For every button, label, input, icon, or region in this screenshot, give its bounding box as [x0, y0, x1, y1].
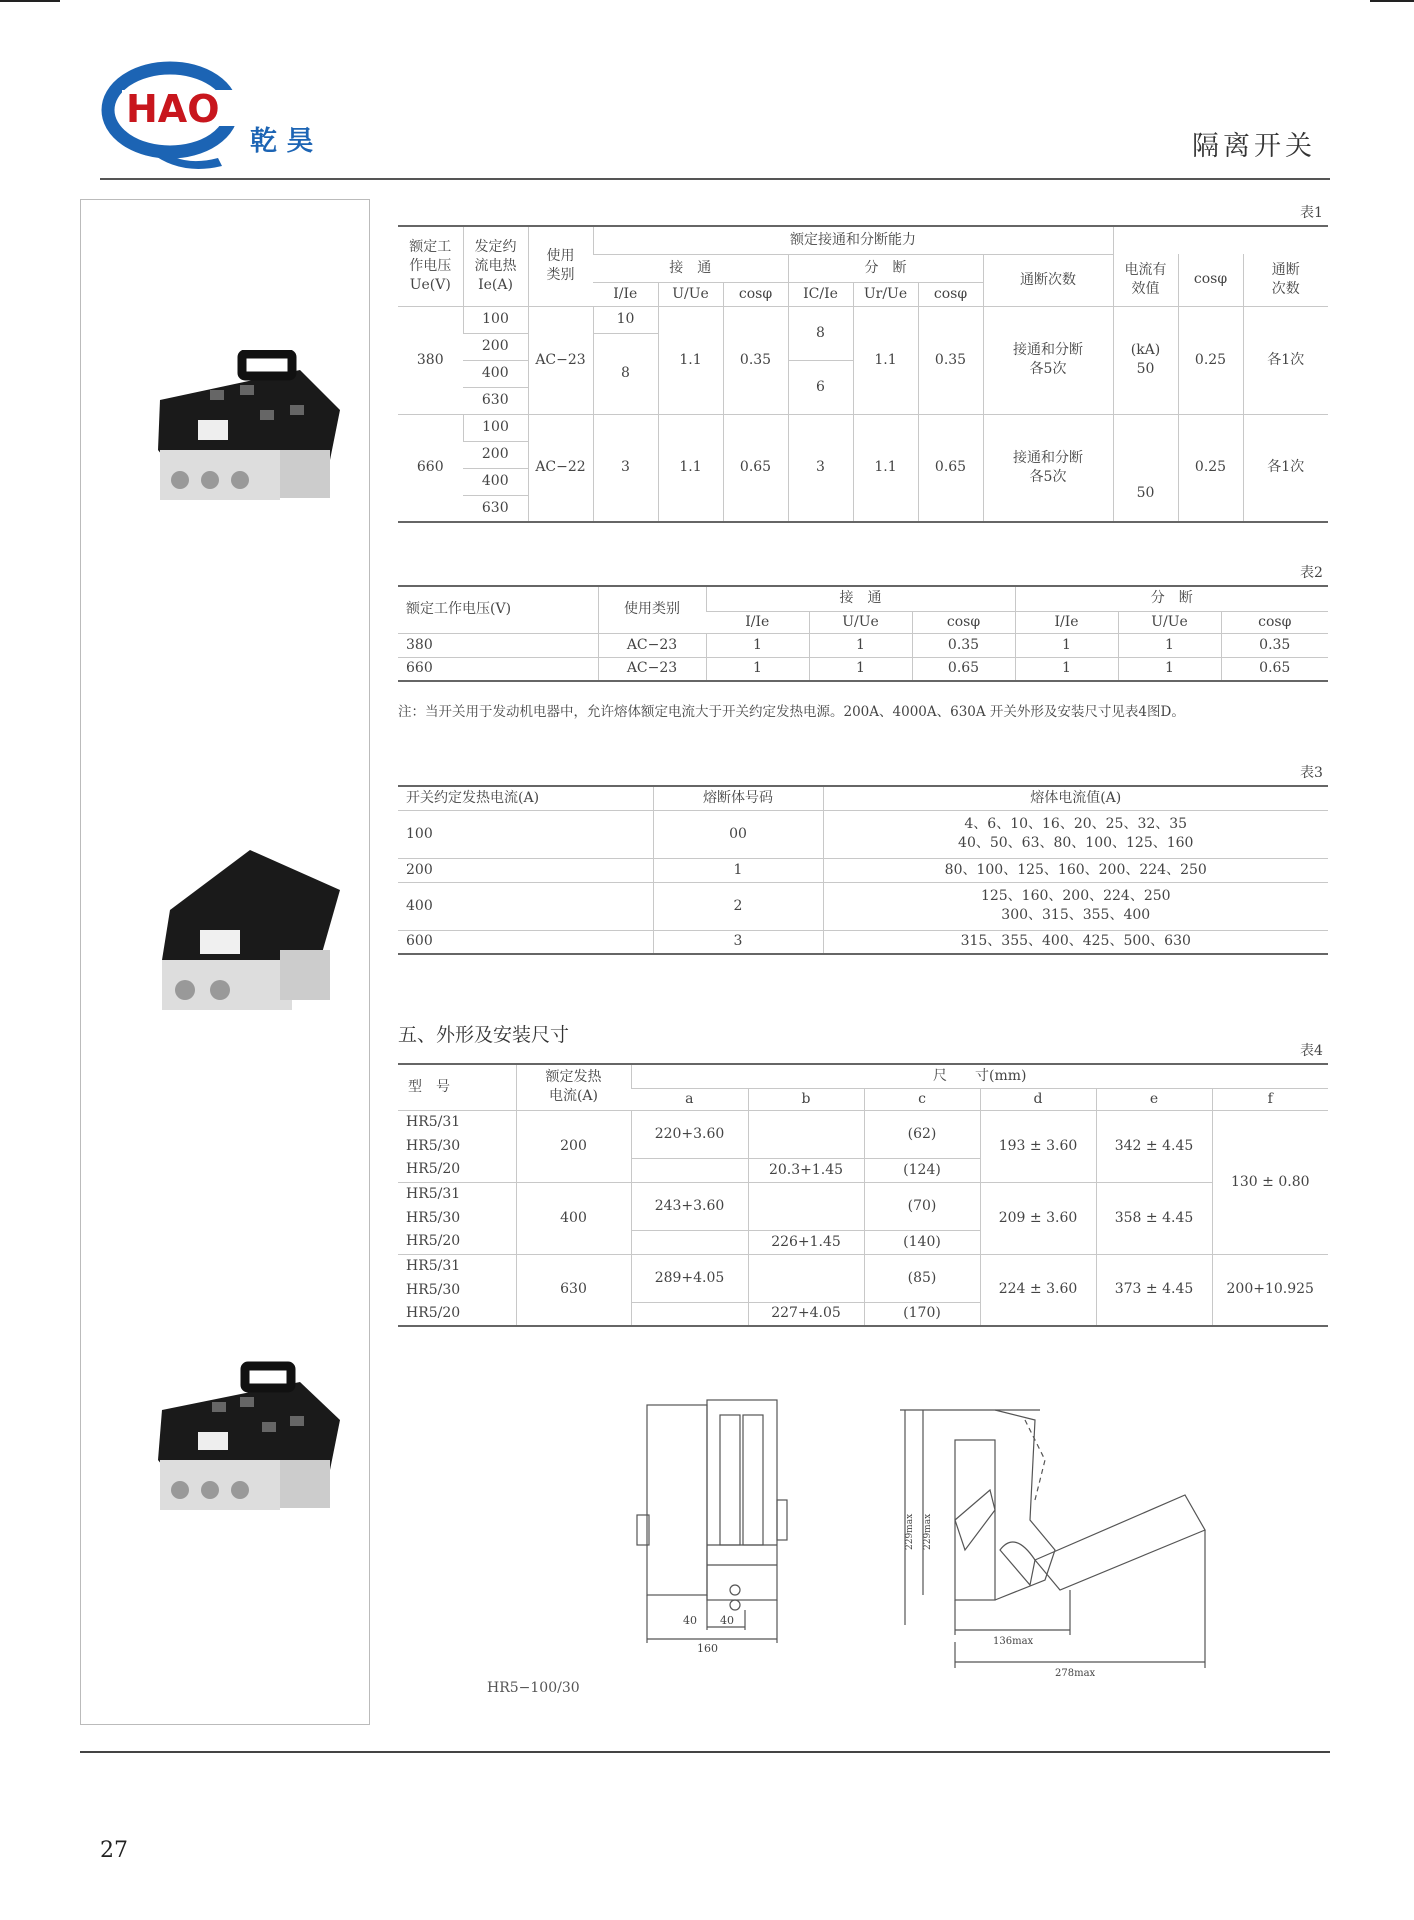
footer-divider	[80, 1751, 1330, 1753]
t3-values: 315、355、400、425、500、630	[823, 930, 1328, 954]
t4-model: HR5/30	[406, 1137, 461, 1154]
t4-f-top: 130 ± 0.80	[1212, 1110, 1328, 1254]
t2-head-cat: 使用类别	[598, 586, 706, 633]
t1-g1-current: 630	[463, 387, 528, 414]
t4-d: 193 ± 3.60	[980, 1110, 1096, 1182]
t4-head-col: e	[1096, 1088, 1212, 1110]
t1-head-i-ie: I/Ie	[613, 285, 638, 302]
t1-g1-cycles: 接通和分断 各5次	[983, 306, 1113, 414]
t4-d: 209 ± 3.60	[980, 1182, 1096, 1254]
t1-g1-eff: (kA) 50	[1113, 306, 1178, 414]
t4-e: 358 ± 4.45	[1096, 1182, 1212, 1254]
t2-head-col: cosφ	[912, 611, 1015, 633]
dim-40-right: 40	[720, 1614, 734, 1627]
t1-g2-current: 400	[463, 468, 528, 495]
t2-cell: 1	[706, 633, 809, 657]
section-heading: 五、外形及安装尺寸	[398, 1024, 570, 1046]
t4-c: (70)	[864, 1182, 980, 1230]
t1-g2-eff: 50	[1113, 414, 1178, 522]
t4-head-col: b	[748, 1088, 864, 1110]
t4-head-col: d	[980, 1088, 1096, 1110]
t1-g1-u: 1.1	[658, 306, 723, 414]
drawing-caption: HR5−100/30	[487, 1680, 580, 1696]
t1-head-group: 额定接通和分断能力	[593, 226, 1113, 254]
t1-head-cos2: cosφ	[1178, 254, 1243, 306]
t4-f-bottom: 200+10.925	[1212, 1254, 1328, 1326]
t2-head-col: U/Ue	[1118, 611, 1221, 633]
t1-g2-current: 200	[463, 441, 528, 468]
t4-model: HR5/30	[406, 1281, 461, 1298]
t1-g1-cat: AC−23	[528, 306, 593, 414]
logo-chinese: 乾 昊	[250, 126, 314, 157]
t4-c: (62)	[864, 1110, 980, 1158]
t4-head-col: c	[864, 1088, 980, 1110]
dim-40-left: 40	[683, 1614, 697, 1627]
t4-head-rated: 额定发热 电流(A)	[516, 1064, 631, 1110]
t2-head-col: cosφ	[1221, 611, 1328, 633]
t4-model: HR5/20	[406, 1161, 461, 1178]
t1-g2-ic: 3	[788, 414, 853, 522]
t1-g2-cycles: 接通和分断 各5次	[983, 414, 1113, 522]
t4-b: 20.3+1.45	[748, 1158, 864, 1182]
side-view-drawing	[895, 1400, 1215, 1680]
t3-current: 200	[398, 858, 653, 882]
product-photo-3	[150, 1360, 350, 1530]
t4-c: (124)	[864, 1158, 980, 1182]
dim-229-a: 229max	[905, 1513, 915, 1550]
table1-label: 表1	[1300, 205, 1323, 221]
t1-g2-u: 1.1	[658, 414, 723, 522]
table-note: 注：当开关用于发动机电器中，允许熔体额定电流大于开关约定发热电源。200A、4000A、630A 开关外形及安装尺寸见表4图D。	[398, 704, 1185, 720]
table1	[398, 225, 1328, 523]
t1-head-ops: 通断 次数	[1243, 254, 1328, 306]
t2-cell: 0.35	[1221, 633, 1328, 657]
t4-rated: 400	[516, 1182, 631, 1254]
t2-head-break: 分 断	[1015, 586, 1328, 611]
t2-cell: 0.35	[912, 633, 1015, 657]
t1-g2-cos: 0.65	[723, 414, 788, 522]
t2-cell: AC−23	[598, 633, 706, 657]
t1-g1-cos-b: 0.35	[918, 306, 983, 414]
t2-cell: 0.65	[1221, 657, 1328, 681]
t4-c: (140)	[864, 1230, 980, 1254]
t1-g1-ic-bot: 6	[788, 360, 853, 414]
t1-head-cos: cosφ	[723, 282, 788, 306]
t2-head-col: I/Ie	[745, 613, 770, 630]
t1-g1-cos2: 0.25	[1178, 306, 1243, 414]
header-divider	[100, 178, 1330, 180]
t4-a: 289+4.05	[631, 1254, 748, 1302]
t1-g1-current: 200	[463, 333, 528, 360]
t4-model: HR5/31	[398, 1182, 516, 1206]
t4-model: HR5/20	[406, 1305, 461, 1322]
t4-rated: 630	[516, 1254, 631, 1326]
dim-229-b: 229max	[923, 1513, 933, 1550]
t1-g1-current: 400	[463, 360, 528, 387]
t4-model: HR5/31	[398, 1254, 516, 1278]
t1-head-make: 接 通	[593, 254, 788, 282]
page-title: 隔离开关	[1192, 131, 1316, 162]
front-view-drawing	[625, 1395, 795, 1655]
dim-136: 136max	[993, 1636, 1034, 1647]
table2-label: 表2	[1300, 565, 1323, 581]
t4-c: (170)	[864, 1302, 980, 1326]
t4-head-col: f	[1212, 1088, 1328, 1110]
t3-code: 3	[653, 930, 823, 954]
t1-g1-current: 100	[463, 306, 528, 333]
t4-e: 373 ± 4.45	[1096, 1254, 1212, 1326]
t1-g2-current: 630	[463, 495, 528, 522]
t4-c: (85)	[864, 1254, 980, 1302]
t4-rated: 200	[516, 1110, 631, 1182]
t4-a: 243+3.60	[631, 1182, 748, 1230]
t1-g2-cos-b: 0.65	[918, 414, 983, 522]
crop-mark-right	[1370, 0, 1414, 2]
t4-model: HR5/20	[406, 1233, 461, 1250]
t3-values: 80、100、125、160、200、224、250	[823, 858, 1328, 882]
t1-head-cat: 使用 类别	[528, 226, 593, 306]
t4-head-dims: 尺 寸(mm)	[631, 1064, 1328, 1088]
table2	[398, 585, 1328, 682]
product-photo-1	[150, 350, 350, 520]
t3-code: 00	[653, 810, 823, 858]
t1-g1-ur: 1.1	[853, 306, 918, 414]
t4-e: 342 ± 4.45	[1096, 1110, 1212, 1182]
table3	[398, 785, 1328, 955]
t1-g1-ue: 380	[398, 306, 463, 414]
t2-cell: 1	[1118, 633, 1221, 657]
t1-g2-cos2: 0.25	[1178, 414, 1243, 522]
t4-head-model: 型 号	[408, 1078, 450, 1095]
t1-g2-ur: 1.1	[853, 414, 918, 522]
t1-g1-i-bot: 8	[593, 333, 658, 414]
t1-head-ur-ue: Ur/Ue	[853, 282, 918, 306]
t1-g1-i-top: 10	[593, 306, 658, 333]
product-photo-2	[150, 850, 350, 1030]
t2-cell: 1	[1015, 657, 1118, 681]
logo-text: HAO	[126, 87, 220, 131]
t1-head-ie: 发定约 流电热 Ie(A)	[463, 226, 528, 306]
t4-d: 224 ± 3.60	[980, 1254, 1096, 1326]
t2-cell: 1	[1015, 633, 1118, 657]
t4-b: 227+4.05	[748, 1302, 864, 1326]
t2-cell: 1	[809, 657, 912, 681]
t2-cell: 380	[398, 633, 598, 657]
t1-head-cycles: 通断次数	[983, 254, 1113, 306]
t1-g2-ops: 各1次	[1243, 414, 1328, 522]
t3-head: 熔体电流值(A)	[823, 786, 1328, 810]
t1-head-eff: 电流有 效值	[1113, 254, 1178, 306]
t1-head-ic-ie: IC/Ie	[788, 282, 853, 306]
t1-g2-cat: AC−22	[528, 414, 593, 522]
t1-g2-current: 100	[463, 414, 528, 441]
t1-g1-ops: 各1次	[1243, 306, 1328, 414]
t2-cell: 660	[398, 657, 598, 681]
t4-a: 220+3.60	[631, 1110, 748, 1158]
t4-model: HR5/31	[398, 1110, 516, 1134]
t1-g1-ic-top: 8	[788, 306, 853, 360]
dim-160: 160	[697, 1642, 718, 1655]
t3-values: 4、6、10、16、20、25、32、35 40、50、63、80、100、125、160	[823, 810, 1328, 858]
t3-code: 2	[653, 882, 823, 930]
t1-head-ue: 额定工 作电压 Ue(V)	[409, 238, 452, 293]
t3-current: 600	[398, 930, 653, 954]
t2-head-ue: 额定工作电压(V)	[406, 601, 512, 618]
t3-current: 400	[398, 882, 653, 930]
table3-label: 表3	[1300, 765, 1323, 781]
t3-code: 1	[653, 858, 823, 882]
t4-head-col: a	[685, 1090, 694, 1107]
t3-values: 125、160、200、224、250 300、315、355、400	[823, 882, 1328, 930]
t1-head-u-ue: U/Ue	[658, 282, 723, 306]
t1-head-cos-b: cosφ	[918, 282, 983, 306]
table4	[398, 1063, 1328, 1327]
t1-g1-cos: 0.35	[723, 306, 788, 414]
t2-head-col: U/Ue	[809, 611, 912, 633]
t3-head: 开关约定发热电流(A)	[406, 789, 540, 806]
t2-cell: AC−23	[598, 657, 706, 681]
t3-current: 100	[398, 810, 653, 858]
table4-label: 表4	[1300, 1043, 1323, 1059]
t4-model: HR5/30	[406, 1209, 461, 1226]
t1-g2-i: 3	[593, 414, 658, 522]
t4-b: 226+1.45	[748, 1230, 864, 1254]
t1-g2-ue: 660	[398, 414, 463, 522]
t1-head-break: 分 断	[788, 254, 983, 282]
company-logo	[100, 60, 340, 170]
t2-cell: 1	[706, 657, 809, 681]
page-number: 27	[100, 1838, 128, 1863]
t2-cell: 1	[1118, 657, 1221, 681]
dim-278: 278max	[1055, 1668, 1096, 1679]
t2-cell: 1	[809, 633, 912, 657]
t3-head: 熔断体号码	[653, 786, 823, 810]
t2-head-make: 接 通	[706, 586, 1015, 611]
t2-head-col: I/Ie	[1015, 611, 1118, 633]
t2-cell: 0.65	[912, 657, 1015, 681]
crop-mark-left	[0, 0, 60, 2]
